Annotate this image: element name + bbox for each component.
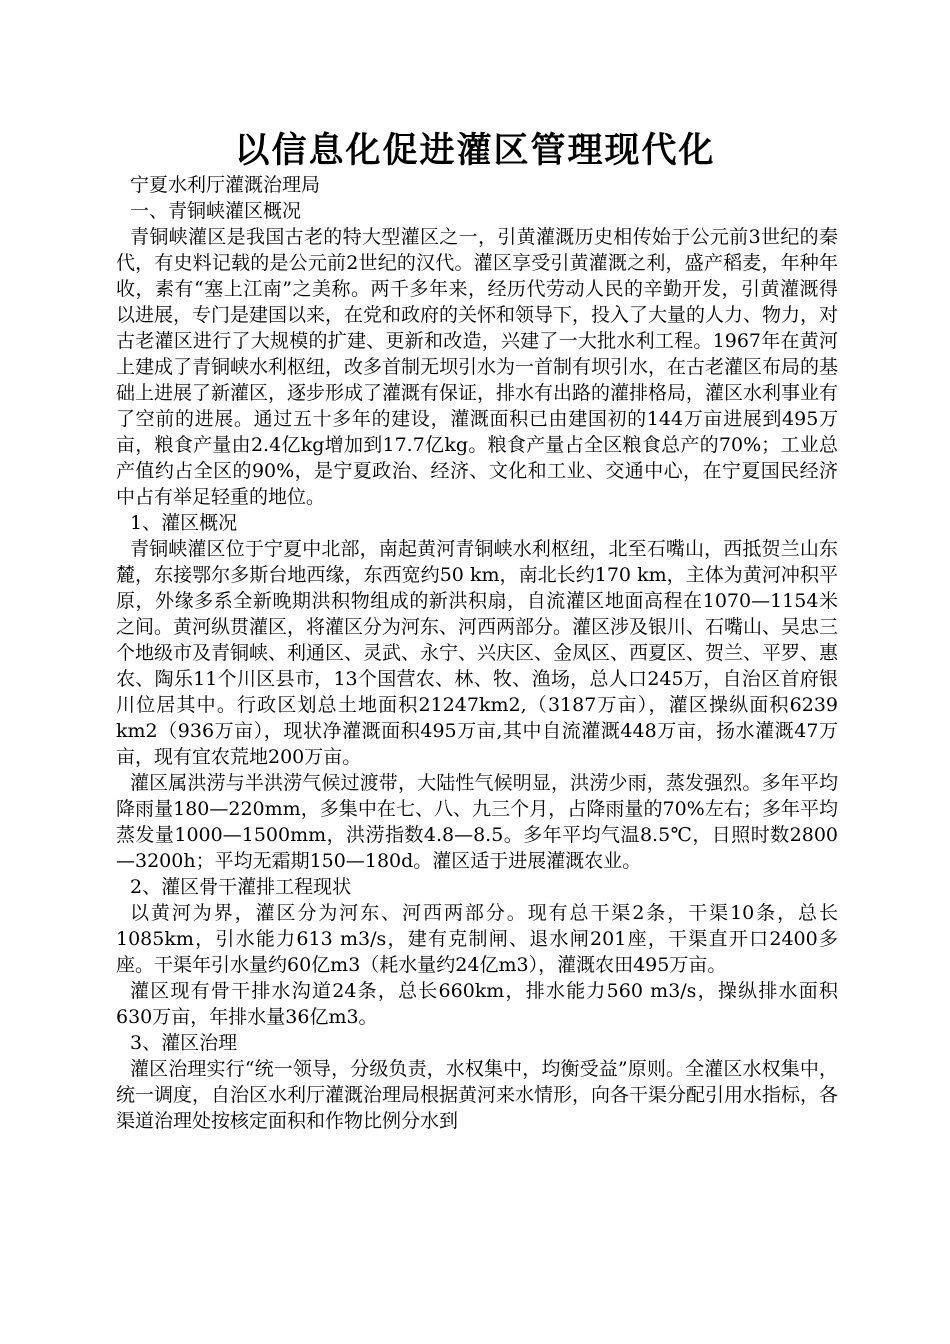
author-line: 宁夏水利厅灌溉治理局 [130,174,321,196]
document-body [116,172,838,1134]
body-paragraph: 灌区现有骨干排水沟道24条，总长660km，排水能力560 m3/s，操纵排水面积630万亩，年排水量36亿m3。 [116,980,838,1028]
body-paragraph: 灌区属洪涝与半洪涝气候过渡带，大陆性气候明显，洪涝少雨，蒸发强烈。多年平均降雨量180—220mm，多集中在七、八、九三个月，占降雨量的70%左右；多年平均蒸发量1000—1500mm，洪涝指数4.8—8.5。多年平均气温8.5℃，日照时数2800—3200h；平均无霜期150—180d。灌区适于进展灌溉农业。 [116,772,838,872]
body-paragraph: 青铜峡灌区是我国古老的特大型灌区之一，引黄灌溉历史相传始于公元前3世纪的秦代，有史料记载的是公元前2世纪的汉代。灌区享受引黄灌溉之利，盛产稻麦，年种年收，素有“塞上江南”之美称。两千多年来，经历代劳动人民的辛勤开发，引黄灌溉得以进展，专门是建国以来，在党和政府的关怀和领导下，投入了大量的人力、物力，对古老灌区进行了大规模的扩建、更新和改造，兴建了一大批水利工程。1967年在黄河上建成了青铜峡水利枢纽，改多首制无坝引水为一首制有坝引水，在古老灌区布局的基础上进展了新灌区，逐步形成了灌溉有保证，排水有出路的灌排格局，灌区水利事业有了空前的进展。通过五十多年的建设，灌溉面积已由建国初的144万亩进展到495万亩，粮食产量由2.4亿kg增加到17.7亿kg。粮食产量占全区粮食总产的70%；工业总产值约占全区的90%，是宁夏政治、经济、文化和工业、交通中心，在宁夏国民经济中占有举足轻重的地位。 [116,226,839,508]
document-title: 以信息化促进灌区管理现代化 [234,130,716,171]
body-paragraph: 青铜峡灌区位于宁夏中北部，南起黄河青铜峡水利枢纽，北至石嘴山，西抵贺兰山东麓，东接鄂尔多斯台地西缘，东西宽约50 km，南北长约170 km，主体为黄河冲积平原，外缘多系全新晚期洪积物组成的新洪积扇，自流灌区地面高程在1070—1154米之间。黄河纵贯灌区，将灌区分为河东、河西两部分。灌区涉及银川、石嘴山、吴忠三个地级市及青铜峡、利通区、灵武、永宁、兴庆区、金凤区、西夏区、贺兰、平罗、惠农、陶乐11个川区县市，13个国营农、林、牧、渔场，总人口245万，自治区首府银川位居其中。行政区划总土地面积21247km2,（3187万亩），灌区操纵面积6239 km2（936万亩），现状净灌溉面积495万亩,其中自流灌溉448万亩，扬水灌溉47万亩，现有宜农荒地200万亩。 [116,538,839,768]
body-paragraph: 灌区治理实行“统一领导，分级负责，水权集中，均衡受益”原则。全灌区水权集中，统一调度，自治区水利厅灌溉治理局根据黄河来水情形，向各干渠分配引用水指标，各渠道治理处按核定面积和作物比例分水到 [116,1058,839,1132]
body-paragraph: 以黄河为界，灌区分为河东、河西两部分。现有总干渠2条，干渠10条，总长1085km，引水能力613 m3/s，建有克制闸、退水闸201座，干渠直开口2400多座。干渠年引水量约60亿m3（耗水量约24亿m3），灌溉农田495万亩。 [116,902,838,976]
section-heading: 2、灌区骨干灌排工程现状 [130,876,352,898]
section-heading: 3、灌区治理 [130,1032,238,1054]
section-heading: 1、灌区概况 [130,512,238,534]
section-heading: 一、青铜峡灌区概况 [130,200,302,222]
